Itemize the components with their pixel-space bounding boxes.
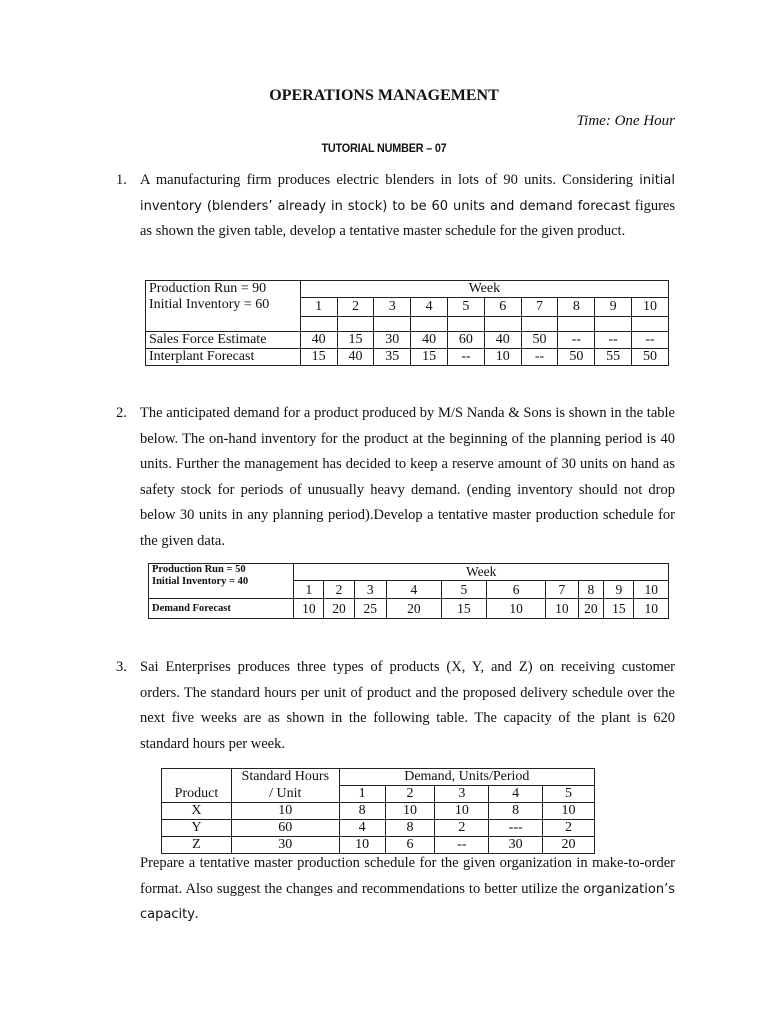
value-cell: 30 [374, 332, 411, 349]
value-cell: 10 [546, 599, 578, 619]
week-cell: 6 [487, 581, 546, 599]
value-cell: 50 [521, 332, 558, 349]
week-cell: 9 [595, 298, 632, 317]
value-cell: 10 [543, 803, 595, 820]
value-cell: 40 [337, 349, 374, 366]
value-cell: 20 [543, 837, 595, 854]
period-cell: 5 [543, 786, 595, 803]
product-cell: Z [162, 837, 232, 854]
std-hours-unit-label: / Unit [231, 786, 339, 803]
value-cell: -- [558, 332, 595, 349]
value-cell: 10 [339, 837, 385, 854]
week-cell: 10 [634, 581, 669, 599]
value-cell: 20 [324, 599, 354, 619]
week-cell: 9 [604, 581, 634, 599]
production-run: Production Run = 50 [152, 564, 246, 575]
value-cell: -- [521, 349, 558, 366]
week-cell: 8 [578, 581, 604, 599]
week-cell: 10 [632, 298, 669, 317]
q2-header-cell [149, 564, 294, 599]
value-cell: 40 [484, 332, 521, 349]
q2-table [148, 563, 669, 619]
week-cell: 6 [484, 298, 521, 317]
table-row [149, 599, 669, 619]
question-number: 1. [116, 172, 127, 188]
initial-inventory: Initial Inventory = 40 [152, 576, 249, 587]
value-cell: 10 [385, 803, 435, 820]
value-cell: --- [489, 820, 543, 837]
q1-table [145, 280, 669, 366]
week-cell: 1 [300, 298, 337, 317]
value-cell: 40 [411, 332, 448, 349]
hours-cell: 60 [231, 820, 339, 837]
value-cell: 2 [543, 820, 595, 837]
value-cell: 15 [604, 599, 634, 619]
tutorial-number: TUTORIAL NUMBER – 07 [321, 141, 447, 155]
question-number: 2. [116, 405, 127, 421]
question-number: 3. [116, 659, 127, 675]
value-cell: 30 [489, 837, 543, 854]
table-row [146, 349, 669, 366]
week-cell: 7 [521, 298, 558, 317]
value-cell: 20 [578, 599, 604, 619]
value-cell: -- [632, 332, 669, 349]
question-text [140, 168, 675, 245]
period-cell: 2 [385, 786, 435, 803]
std-hours-label: Standard Hours [231, 769, 339, 786]
period-cell: 1 [339, 786, 385, 803]
row-label: Interplant Forecast [146, 349, 301, 366]
value-cell: 15 [411, 349, 448, 366]
value-cell: 6 [385, 837, 435, 854]
week-cell: 1 [294, 581, 324, 599]
period-cell: 3 [435, 786, 489, 803]
question-1 [116, 168, 675, 245]
value-cell: 8 [339, 803, 385, 820]
question-text [140, 851, 675, 928]
period-cell: 4 [489, 786, 543, 803]
question-3-continued [116, 851, 675, 928]
value-cell: 20 [386, 599, 441, 619]
week-cell: 8 [558, 298, 595, 317]
question-text-line: . [194, 906, 199, 922]
question-text-line: figures as shown the given table, develop a tentative master schedule for the given product. [140, 197, 675, 239]
value-cell: 25 [354, 599, 386, 619]
q1-header-cell [146, 281, 301, 332]
time-allowed: Time: One Hour [576, 113, 675, 129]
week-label: Week [294, 564, 669, 581]
week-cell: 5 [447, 298, 484, 317]
week-cell: 3 [354, 581, 386, 599]
value-cell: 15 [300, 349, 337, 366]
question-text-line: Prepare a tentative master production schedule for the given organization in make-to-order format. Also suggest the changes and recommendations to better utilize the [140, 855, 675, 897]
product-cell: Y [162, 820, 232, 837]
value-cell: 10 [435, 803, 489, 820]
initial-inventory: Initial Inventory = 60 [149, 297, 270, 312]
week-label: Week [300, 281, 668, 298]
week-cell: 5 [441, 581, 486, 599]
demand-label: Demand, Units/Period [339, 769, 594, 786]
hours-cell: 10 [231, 803, 339, 820]
question-text: Sai Enterprises produces three types of products (X, Y, and Z) on receiving customer orders. The standard hours per unit of product and the proposed delivery schedule over the next five weeks are as shown in the following table. The capacity of the plant is 620 standard hours per week. [140, 659, 675, 752]
question-text-line: A manufacturing firm produces electric blenders in lots of 90 units. Considering [140, 172, 634, 188]
value-cell: -- [435, 837, 489, 854]
product-label: Product [162, 786, 232, 803]
value-cell: 15 [441, 599, 486, 619]
value-cell: 10 [487, 599, 546, 619]
value-cell: 50 [558, 349, 595, 366]
value-cell: 15 [337, 332, 374, 349]
value-cell: 4 [339, 820, 385, 837]
value-cell: 2 [435, 820, 489, 837]
week-cell: 7 [546, 581, 578, 599]
q3-table [161, 768, 595, 854]
table-row [162, 820, 595, 837]
value-cell: 10 [634, 599, 669, 619]
week-cell: 2 [337, 298, 374, 317]
question-text-line: organization’s capacity [140, 881, 675, 922]
document-title: OPERATIONS MANAGEMENT [269, 87, 499, 104]
row-label: Sales Force Estimate [146, 332, 301, 349]
value-cell: 60 [447, 332, 484, 349]
week-cell: 3 [374, 298, 411, 317]
week-cell: 2 [324, 581, 354, 599]
value-cell: 10 [484, 349, 521, 366]
question-3 [116, 655, 675, 757]
production-run: Production Run = 90 [149, 281, 267, 296]
value-cell: 40 [300, 332, 337, 349]
value-cell: 50 [632, 349, 669, 366]
table-row [162, 803, 595, 820]
question-text-line: initial inventory (blenders’ already in stock) to be 60 units and demand forecast [140, 173, 675, 214]
value-cell: 8 [385, 820, 435, 837]
row-label: Demand Forecast [149, 599, 294, 619]
question-text: The anticipated demand for a product produced by M/S Nanda & Sons is shown in the table below. The on-hand inventory for the product at the beginning of the planning period is 40 units. Further the management has decided to keep a reserve amount of 30 units on hand as safety stock for periods of unusually heavy demand. (ending inventory should not drop below 30 units in any planning period).Develop a tentative master production schedule for the given data. [140, 405, 675, 549]
product-cell: X [162, 803, 232, 820]
hours-cell: 30 [231, 837, 339, 854]
week-cell: 4 [411, 298, 448, 317]
value-cell: 8 [489, 803, 543, 820]
table-row [146, 332, 669, 349]
value-cell: 55 [595, 349, 632, 366]
week-cell: 4 [386, 581, 441, 599]
question-2 [116, 401, 675, 554]
value-cell: 10 [294, 599, 324, 619]
value-cell: -- [595, 332, 632, 349]
value-cell: -- [447, 349, 484, 366]
value-cell: 35 [374, 349, 411, 366]
